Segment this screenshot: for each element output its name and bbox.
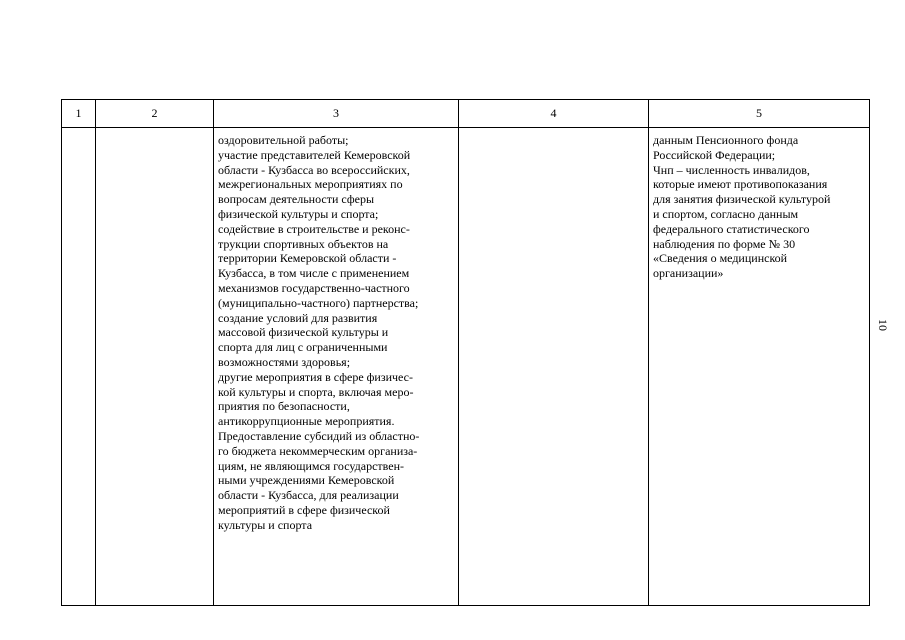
cell-text-line: мероприятий в сфере физической [218,502,390,517]
column-header-1: 1 [62,100,96,128]
cell-text-line: «Сведения о медицинской [653,251,788,266]
cell-text-line: данным Пенсионного фонда [653,133,799,147]
table-cell-col5 [649,128,870,606]
cell-text-line: трукции спортивных объектов на [218,236,389,251]
cell-text-line: Предоставление субсидий из областно- [218,428,420,443]
cell-text-line: Кузбасса, в том числе с применением [218,266,410,281]
cell-text-line: антикоррупционные мероприятия. [218,414,395,429]
table-row [62,128,870,606]
cell-text-line: федерального статистического [653,221,810,236]
cell-text-line: территории Кемеровской области - [218,251,397,266]
table-header-row [62,100,870,128]
cell-text-line: возможностями здоровья; [218,354,351,369]
cell-text-line: оздоровительной работы; [218,133,349,147]
cell-text-line: приятия по безопасности, [218,399,350,414]
cell-text-line: организации» [653,266,724,281]
cell-text-line: межрегиональных мероприятиях по [218,177,403,192]
table-cell-col3 [214,128,459,606]
cell-text-line: области - Кузбасса, для реализации [218,488,399,503]
table-cell-col1 [62,128,96,606]
cell-text-line: Российской Федерации; [653,147,776,162]
cell-text-line: другие мероприятия в сфере физичес- [218,369,413,384]
cell-text-line: содействие в строительстве и реконс- [218,221,410,236]
cell-text-line: механизмов государственно-частного [218,280,410,295]
page-number: 10 [876,319,890,331]
cell-text-line: го бюджета некоммерческим организа- [218,443,418,458]
cell-text-line: наблюдения по форме № 30 [653,236,796,251]
table-cell-col2 [96,128,214,606]
column-header-3: 3 [214,100,459,128]
cell-text-line: спорта для лиц с ограниченными [218,340,388,355]
cell-text-line: участие представителей Кемеровской [218,147,411,162]
cell-text-line: (муниципально-частного) партнерства; [218,295,419,310]
cell-text-line: циям, не являющимся государствен- [218,458,404,473]
cell-text-line: которые имеют противопоказания [653,177,828,192]
cell-text-line: вопросам деятельности сферы [218,192,375,207]
cell-text-line: Чнп – численность инвалидов, [653,162,810,177]
cell-text-line: массовой физической культуры и [218,325,389,340]
cell-text-line: ными учреждениями Кемеровской [218,473,395,488]
cell-text-line: культуры и спорта [218,517,313,532]
column-header-2: 2 [96,100,214,128]
cell-text-line: области - Кузбасса во всероссийских, [218,162,410,177]
data-table [61,99,870,606]
cell-text-line: кой культуры и спорта, включая меро- [218,384,414,399]
column-header-4: 4 [459,100,649,128]
table-cell-col4 [459,128,649,606]
cell-text-line: создание условий для развития [218,310,378,325]
cell-text-line: и спортом, согласно данным [653,206,799,221]
column-header-5: 5 [649,100,870,128]
cell-text-line: для занятия физической культурой [653,192,831,207]
cell-text-line: физической культуры и спорта; [218,206,379,221]
